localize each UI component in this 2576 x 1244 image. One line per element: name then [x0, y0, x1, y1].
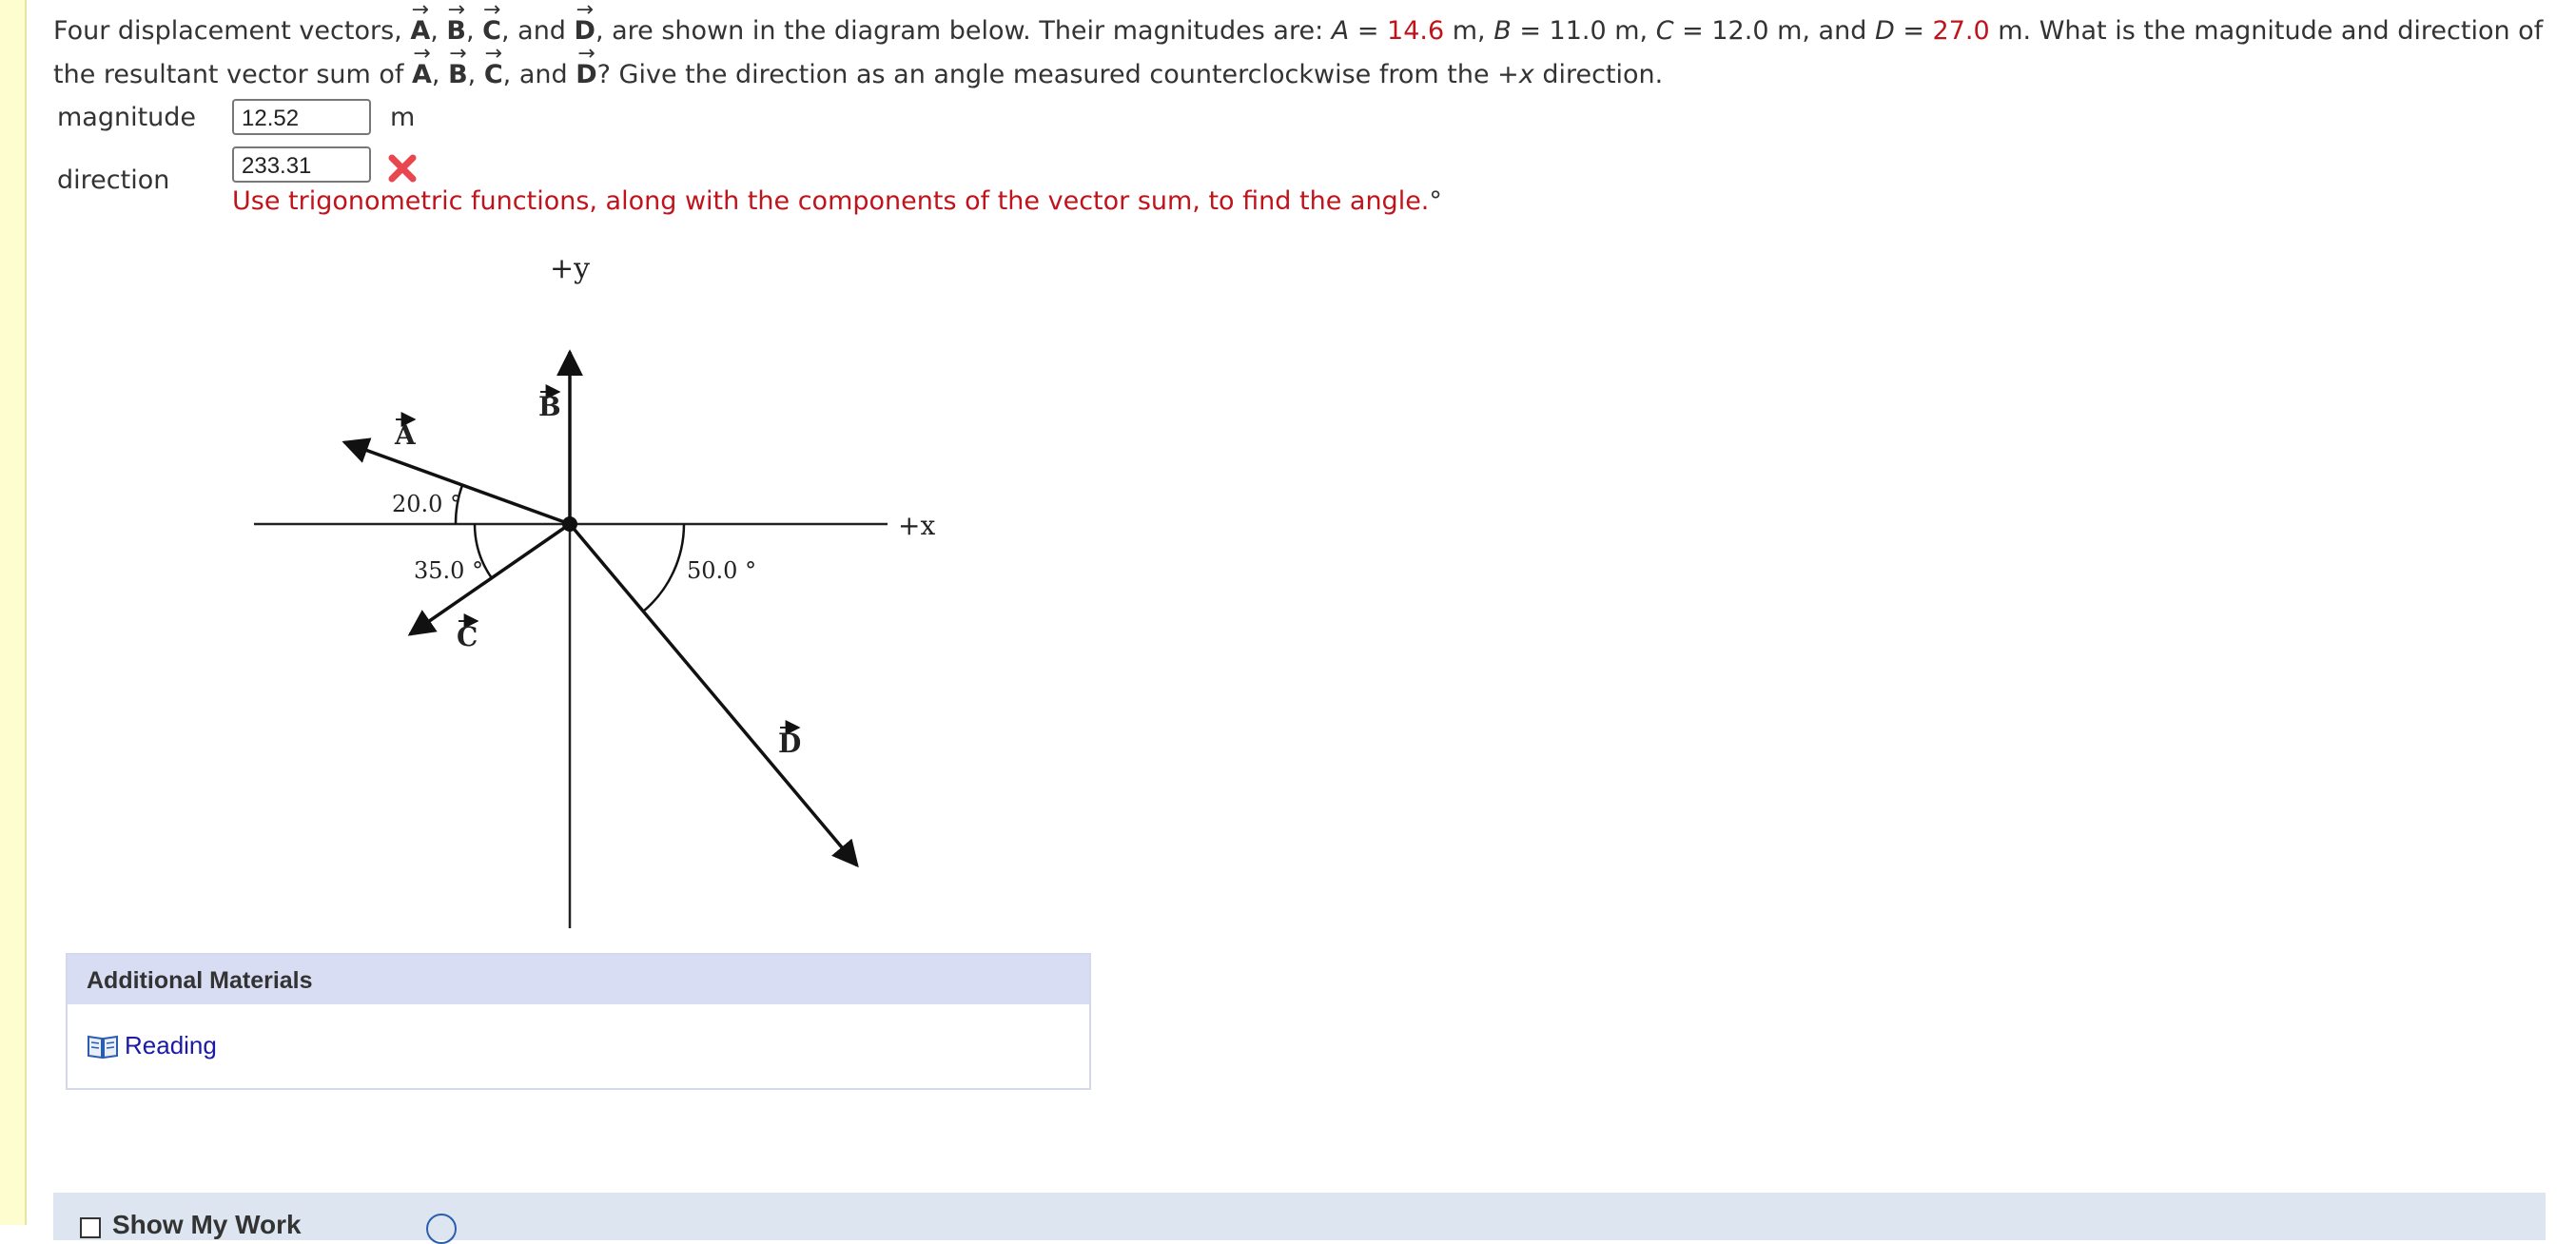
additional-materials-title: Additional Materials	[68, 955, 1089, 1004]
question-segment: ,	[430, 16, 447, 46]
magnitude-unit: m	[390, 103, 416, 132]
question-segment: , are shown in the diagram below. Their magnitudes are:	[595, 16, 1332, 46]
diagram-label-B	[538, 391, 561, 422]
left-margin-rail	[0, 0, 27, 1225]
vector-C-label: → C	[484, 53, 503, 97]
question-segment: ? Give the direction as an angle measured counterclockwise from the +	[596, 60, 1519, 89]
diagram-label-C	[457, 621, 478, 652]
magnitude-input[interactable]: 12.52	[232, 99, 371, 135]
additional-materials-panel	[66, 953, 1091, 1090]
magnitude-symbol-D: D	[1874, 16, 1895, 46]
magnitude-symbol-C: C	[1655, 16, 1674, 46]
x-axis-label: +x	[898, 510, 936, 541]
book-icon	[87, 1033, 119, 1059]
degree-symbol: °	[1429, 186, 1442, 216]
show-my-work-label: Show My Work	[112, 1210, 302, 1239]
vector-A-label: → A	[412, 53, 432, 97]
question-segment: Four displacement vectors,	[53, 16, 411, 46]
direction-input[interactable]: 233.31	[232, 146, 371, 183]
hint-text: Use trigonometric functions, along with the components of the vector sum, to find the angle.	[232, 186, 1430, 216]
x-symbol: x	[1518, 60, 1534, 89]
diagram-label-D	[778, 728, 801, 759]
question-segment: =	[1894, 16, 1933, 46]
question-segment: ,	[431, 60, 449, 89]
question-segment: , and	[500, 16, 575, 46]
question-segment: , and	[502, 60, 576, 89]
question-segment: m,	[1444, 16, 1494, 46]
magnitude-A-value: 14.6	[1387, 16, 1445, 46]
direction-label: direction	[57, 165, 170, 195]
vector-B-label: → B	[448, 53, 468, 97]
vector-B-label: → B	[446, 10, 466, 53]
question-segment: m. What is the magnitude and direction of the resultant vector sum of	[53, 16, 2544, 89]
vector-C-label: → C	[482, 10, 501, 53]
magnitude-D-value: 27.0	[1932, 16, 1990, 46]
vector-D-label: → D	[576, 53, 596, 97]
origin-dot	[562, 516, 577, 532]
magnitude-C-value: = 12.0 m, and	[1673, 16, 1875, 46]
show-my-work-checkbox[interactable]	[80, 1217, 101, 1238]
angle-A-label: 20.0 °	[392, 491, 462, 517]
reading-item[interactable]	[87, 1031, 217, 1060]
diagram-label-C-text: C	[457, 621, 478, 652]
magnitude-label: magnitude	[57, 103, 197, 132]
reading-link[interactable]: Reading	[125, 1031, 217, 1059]
vector-diagram	[53, 0, 1100, 951]
question-segment: direction.	[1533, 60, 1664, 89]
magnitude-symbol-A: A	[1331, 16, 1350, 46]
diagram-label-B-text: B	[538, 391, 561, 422]
angle-C-label: 35.0 °	[414, 557, 484, 584]
angle-D-label: 50.0 °	[687, 557, 757, 584]
help-icon[interactable]	[426, 1214, 457, 1244]
magnitude-B-value: = 11.0 m,	[1511, 16, 1656, 46]
y-axis-label: +y	[550, 252, 591, 285]
question-segment: ,	[467, 60, 484, 89]
diagram-label-A-text: A	[395, 419, 416, 451]
question-segment: =	[1349, 16, 1388, 46]
angle-arc-D	[643, 524, 684, 612]
vector-D-label: → D	[575, 10, 595, 53]
question-segment: ,	[465, 16, 483, 46]
diagram-label-D-text: D	[778, 728, 802, 759]
diagram-label-A	[394, 419, 417, 451]
vector-A-label: → A	[410, 10, 430, 53]
magnitude-symbol-B: B	[1493, 16, 1512, 46]
show-my-work-bar[interactable]	[53, 1193, 2546, 1240]
